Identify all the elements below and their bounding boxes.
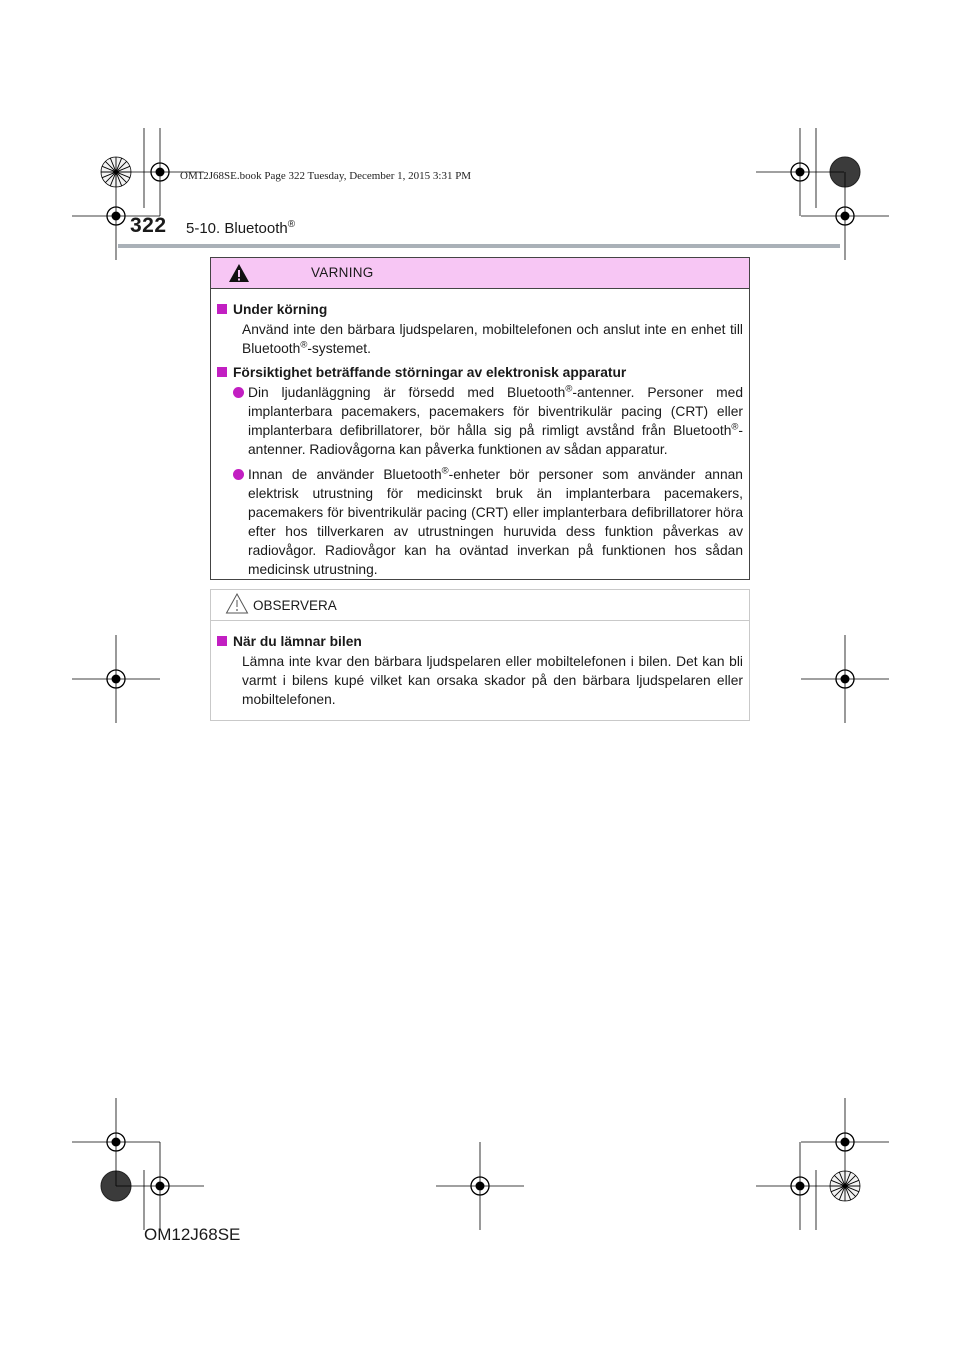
- footer-code: OM12J68SE: [144, 1225, 241, 1244]
- section-title: [186, 220, 295, 237]
- registration-mark-icon: [72, 1098, 160, 1186]
- registered-mark: ®: [441, 465, 449, 477]
- warning-bullet: [217, 465, 743, 579]
- warning-section-heading: [217, 363, 743, 382]
- registration-mark-icon: [801, 1098, 889, 1186]
- notice-label: OBSERVERA: [253, 598, 337, 613]
- caution-triangle-icon: [225, 592, 249, 616]
- registration-mark-icon: [756, 1142, 844, 1230]
- text-part: -systemet.: [307, 341, 371, 356]
- registered-mark: ®: [300, 339, 308, 351]
- warning-paragraph: [217, 320, 743, 358]
- square-bullet-icon: [217, 636, 227, 646]
- notice-header: [211, 590, 749, 621]
- warning-box: [210, 257, 750, 580]
- page-number: 322: [130, 214, 167, 237]
- registration-mark-icon: [72, 635, 160, 723]
- registration-mark-icon: [436, 1142, 524, 1230]
- warning-header: [211, 258, 749, 289]
- text-part: Innan de använder Bluetooth: [248, 467, 442, 482]
- warning-section-heading-text: Under körning: [233, 302, 328, 317]
- registered-mark: ®: [565, 383, 573, 395]
- notice-section-heading-text: När du lämnar bilen: [233, 634, 362, 649]
- warning-label: VARNING: [311, 265, 374, 280]
- notice-content: [211, 621, 749, 709]
- text-part: -antenner. Radiovågorna kan påverka funktionen av sådan apparatur.: [248, 423, 743, 457]
- registration-mark-icon: [116, 1142, 204, 1230]
- text-part: -enheter bör personer som använder annan elektrisk utrustning för medicinskt bruk än implanterbara pacemakers, pacemakers för biventrikulär pacing (CRT) eller implanterbara defibrillatorer höra efter hos tillverkaren av utrustningen huruvida dess funktion påverkas av radiovågor. Radiovågor kan ha oväntad inverkan på funktionen hos sådan medicinsk utrustning.: [248, 467, 743, 577]
- square-bullet-icon: [217, 304, 227, 314]
- text-part: Din ljudanläggning är försedd med Bluetooth: [248, 385, 566, 400]
- round-bullet-icon: [233, 387, 244, 398]
- round-bullet-icon: [233, 469, 244, 480]
- text-part: -antenner. Personer med implanterbara pacemakers, pacemakers för biventrikulär pacing (CRT) eller implanterbara defibrillatorer, bör hålla sig på rimligt avstånd från Bluetooth: [248, 385, 743, 438]
- registered-mark: ®: [731, 421, 739, 433]
- registered-mark: ®: [287, 219, 296, 230]
- registration-mark-icon: [756, 128, 844, 216]
- notice-paragraph: Lämna inte kvar den bärbara ljudspelaren eller mobiltelefonen i bilen. Det kan bli varmt i bilens kupé vilket kan orsaka skador på den bärbara ljudspelaren eller mobiltelefonen.: [242, 654, 743, 707]
- warning-bullet: [217, 383, 743, 459]
- warning-content: [211, 289, 749, 579]
- square-bullet-icon: [217, 367, 227, 377]
- warning-section-heading: [217, 300, 743, 319]
- notice-section-heading: [217, 632, 743, 651]
- warning-triangle-icon: [228, 263, 250, 283]
- section-title-text: 5-10. Bluetooth: [186, 220, 288, 237]
- notice-box: [210, 589, 750, 721]
- book-info: OM12J68SE.book Page 322 Tuesday, December 1, 2015 3:31 PM: [180, 170, 472, 182]
- registration-mark-icon: [801, 635, 889, 723]
- text-part: Använd inte den bärbara ljudspelaren, mobiltelefonen och anslut inte en enhet till Bluetooth: [242, 322, 743, 356]
- header-rule: [118, 244, 840, 248]
- warning-section-heading-text: Försiktighet beträffande störningar av elektronisk apparatur: [233, 365, 627, 380]
